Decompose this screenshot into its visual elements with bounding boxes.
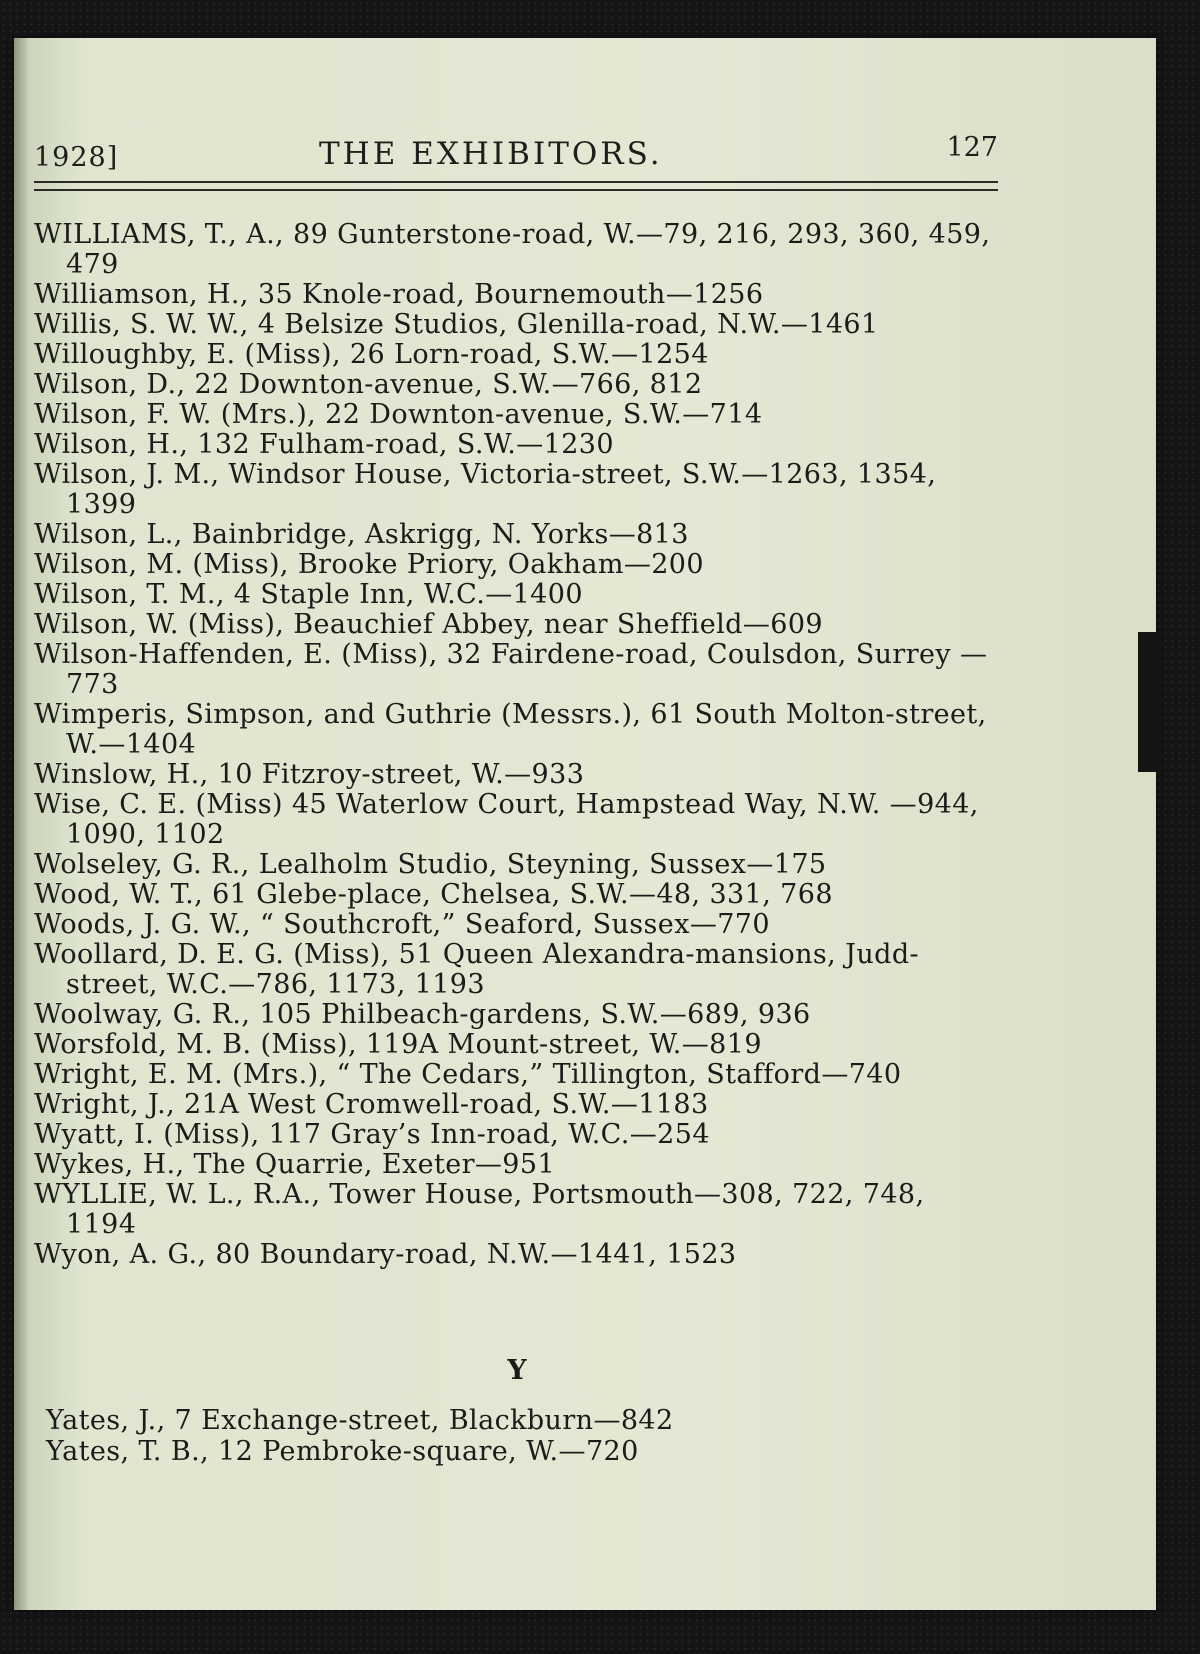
list-item: Wilson, W. (Miss), Beauchief Abbey, near Sheffield—609 [34, 609, 823, 640]
exhibitor-list-y [46, 1405, 946, 1467]
list-item: WILLIAMS, T., A., 89 Gunterstone-road, W.—79, 216, 293, 360, 459, 479 [34, 219, 991, 280]
list-item: Woods, J. G. W., “ Southcroft,” Seaford, Sussex—770 [34, 909, 770, 940]
list-item: Wolseley, G. R., Lealholm Studio, Steyning, Sussex—175 [34, 849, 827, 880]
header-title: THE EXHIBITORS. [319, 136, 663, 172]
list-item: Wood, W. T., 61 Glebe-place, Chelsea, S.W.—48, 331, 768 [34, 879, 833, 910]
list-item: Wilson, H., 132 Fulham-road, S.W.—1230 [34, 429, 614, 460]
list-item: Willoughby, E. (Miss), 26 Lorn-road, S.W.—1254 [34, 339, 709, 370]
list-item: Wilson, D., 22 Downton-avenue, S.W.—766, 812 [34, 369, 703, 400]
list-item: Wilson, M. (Miss), Brooke Priory, Oakham—200 [34, 549, 704, 580]
list-item: Williamson, H., 35 Knole-road, Bournemouth—1256 [34, 279, 764, 310]
list-item: Willis, S. W. W., 4 Belsize Studios, Glenilla-road, N.W.—1461 [34, 309, 879, 340]
list-item: WYLLIE, W. L., R.A., Tower House, Portsmouth—308, 722, 748, 1194 [34, 1179, 925, 1240]
list-item: Wilson, F. W. (Mrs.), 22 Downton-avenue, S.W.—714 [34, 399, 763, 430]
header-year: 1928] [34, 142, 119, 173]
section-heading-y: Y [507, 1355, 527, 1386]
page-edge-tear [1138, 632, 1162, 772]
list-item: Winslow, H., 10 Fitzroy-street, W.—933 [34, 759, 585, 790]
list-item: Wyon, A. G., 80 Boundary-road, N.W.—1441, 1523 [34, 1239, 737, 1270]
running-header [34, 132, 998, 178]
list-item: Wimperis, Simpson, and Guthrie (Messrs.), 61 South Molton-street, W.—1404 [34, 699, 987, 760]
list-item: Wright, E. M. (Mrs.), “ The Cedars,” Tillington, Stafford—740 [34, 1059, 902, 1090]
list-item: Wyatt, I. (Miss), 117 Gray’s Inn-road, W.C.—254 [34, 1119, 710, 1150]
list-item: Yates, T. B., 12 Pembroke-square, W.—720 [46, 1436, 639, 1467]
list-item: Woollard, D. E. G. (Miss), 51 Queen Alexandra-mansions, Judd-street, W.C.—786, 1173, 1193 [34, 939, 920, 1000]
list-item: Wise, C. E. (Miss) 45 Waterlow Court, Hampstead Way, N.W. —944, 1090, 1102 [34, 789, 979, 850]
list-item: Wilson-Haffenden, E. (Miss), 32 Fairdene-road, Coulsdon, Surrey —773 [34, 639, 988, 700]
list-item: Wilson, T. M., 4 Staple Inn, W.C.—1400 [34, 579, 583, 610]
list-item: Wilson, L., Bainbridge, Askrigg, N. Yorks—813 [34, 519, 689, 550]
list-item: Wykes, H., The Quarrie, Exeter—951 [34, 1149, 556, 1180]
page-number: 127 [946, 132, 998, 163]
header-double-rule [34, 181, 998, 191]
list-item: Wilson, J. M., Windsor House, Victoria-street, S.W.—1263, 1354, 1399 [34, 459, 937, 520]
list-item: Worsfold, M. B. (Miss), 119A Mount-street, W.—819 [34, 1029, 762, 1060]
exhibitor-list-w [34, 220, 1000, 1270]
list-item: Yates, J., 7 Exchange-street, Blackburn—842 [46, 1405, 674, 1436]
list-item: Woolway, G. R., 105 Philbeach-gardens, S.W.—689, 936 [34, 999, 811, 1030]
list-item: Wright, J., 21A West Cromwell-road, S.W.—1183 [34, 1089, 709, 1120]
page-spine-shadow [14, 38, 28, 1610]
